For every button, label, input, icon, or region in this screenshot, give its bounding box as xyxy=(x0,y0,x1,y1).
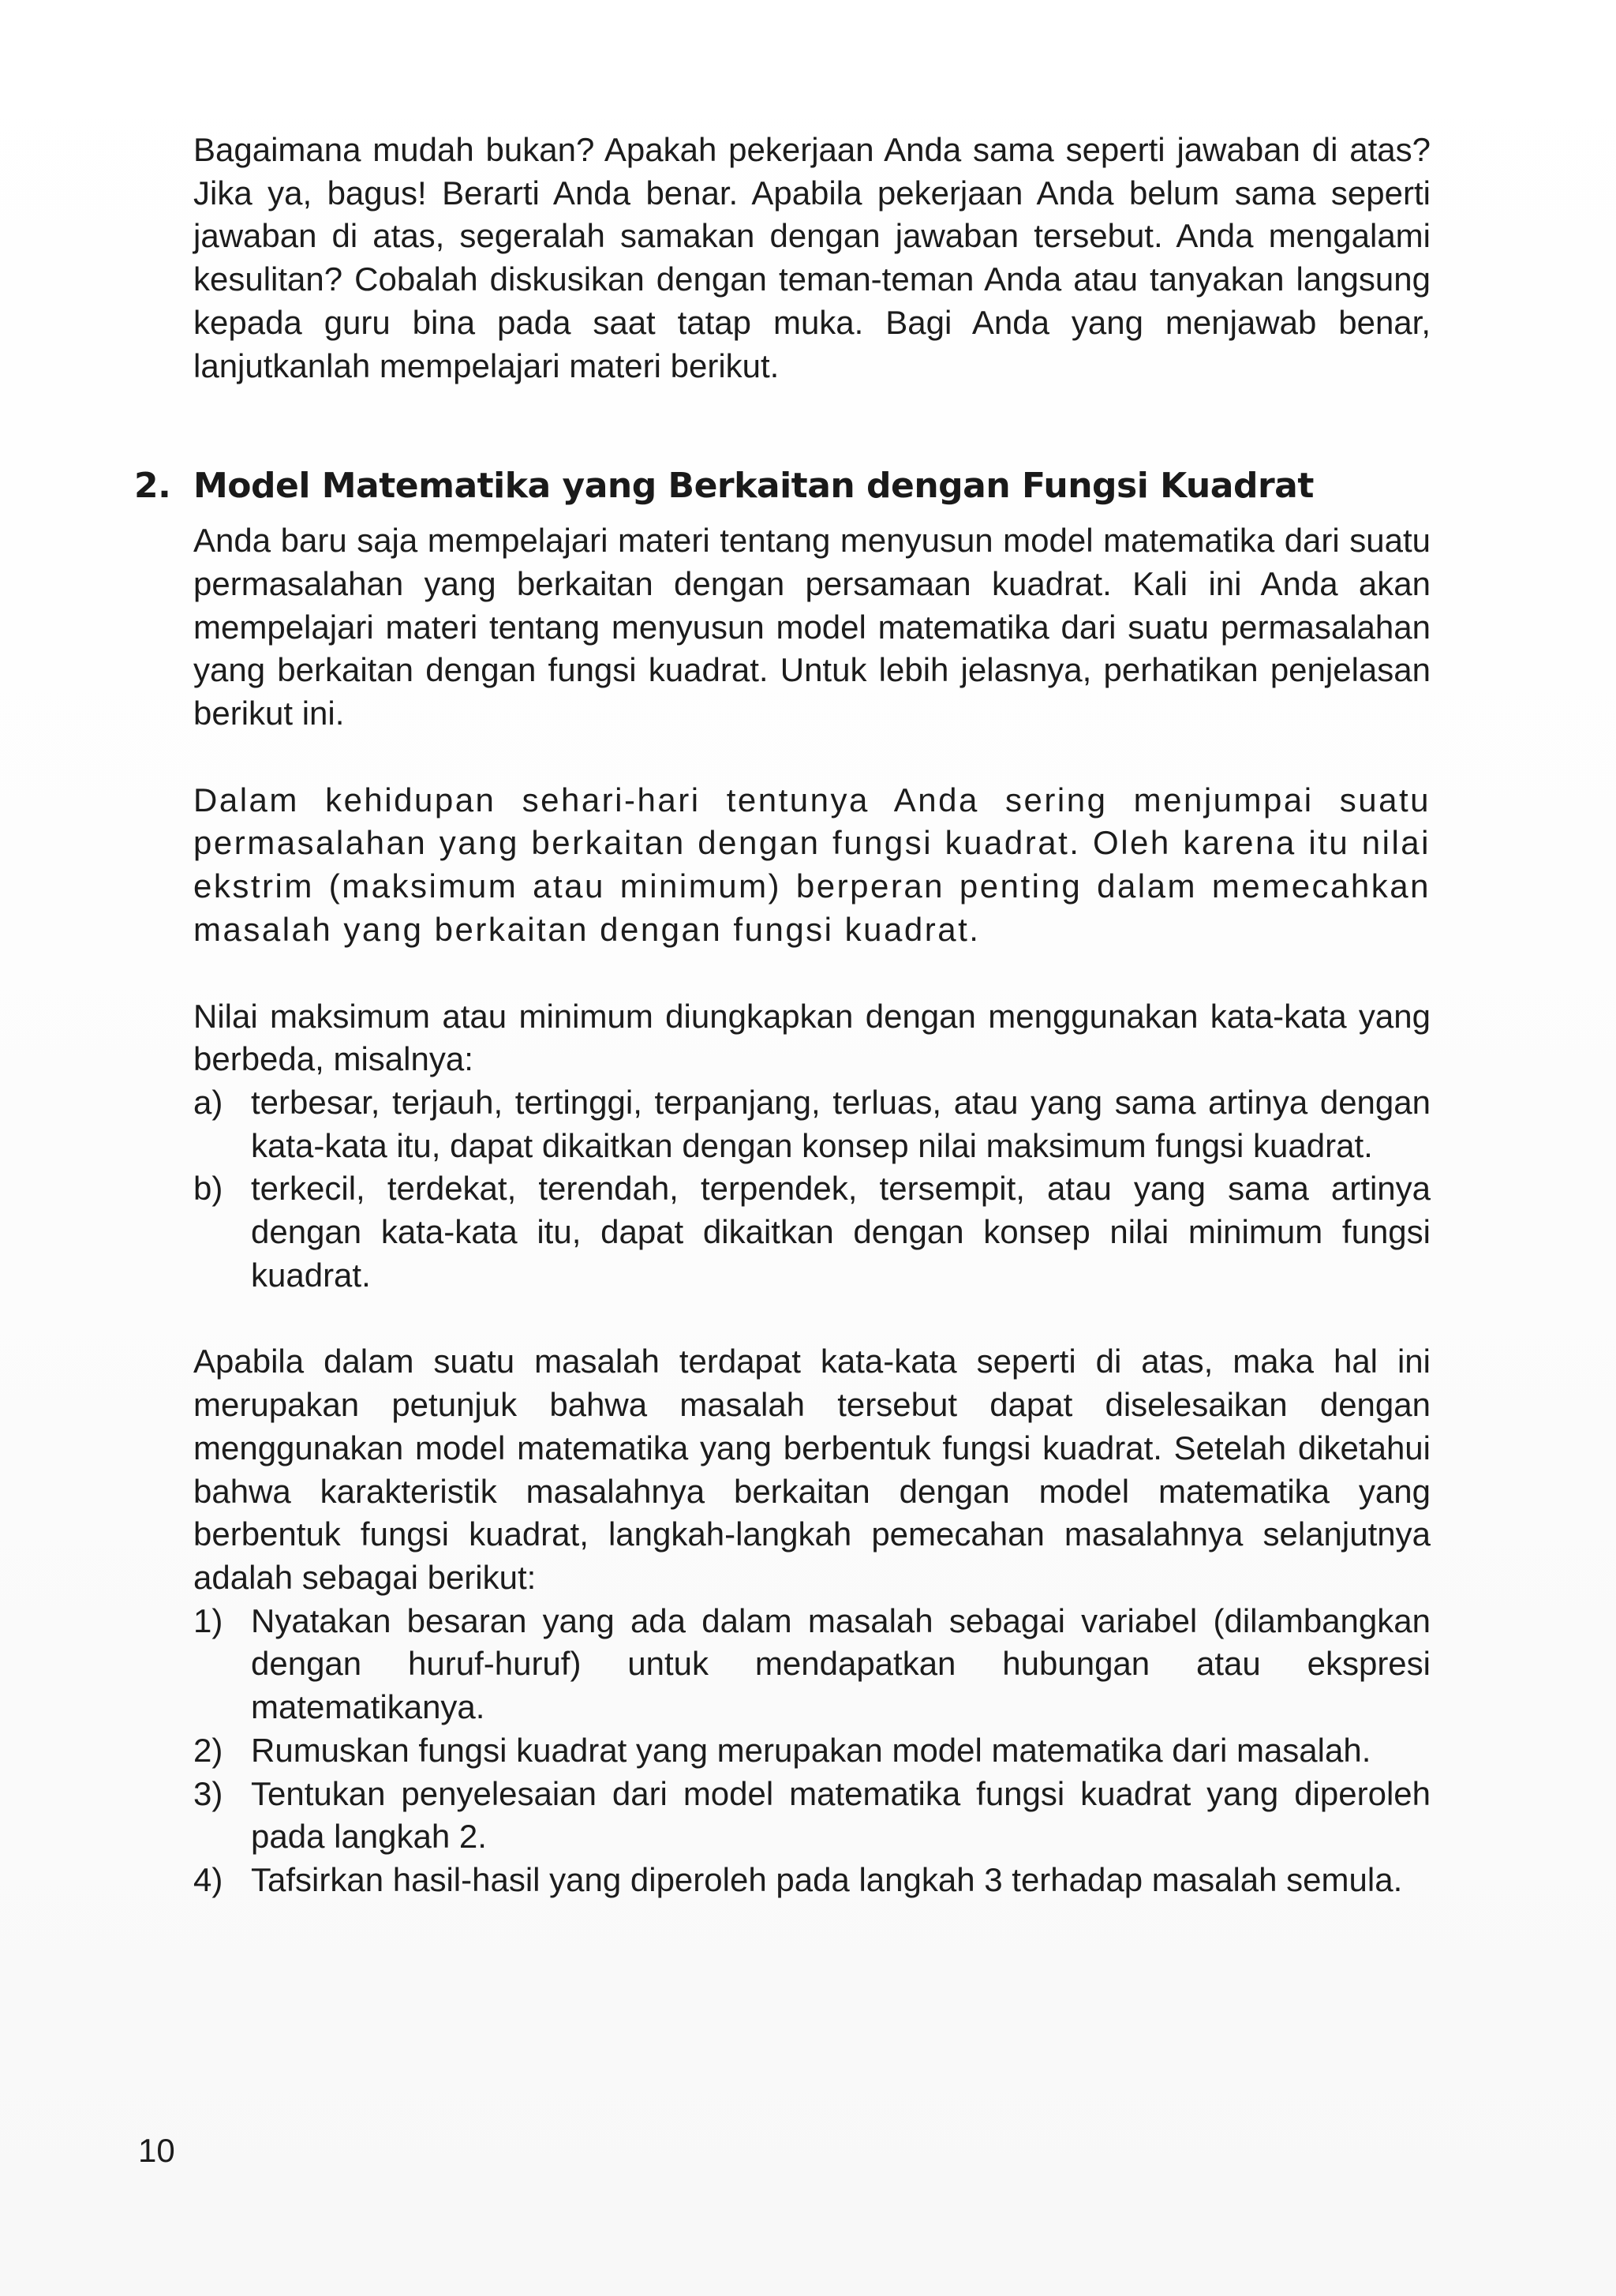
page-content xyxy=(134,129,1431,1902)
list-item xyxy=(193,1081,1431,1167)
spacer xyxy=(193,388,1431,463)
paragraph-3: Nilai maksimum atau minimum diungkapkan dengan menggunakan kata-kata yang berbeda, misalnya: xyxy=(193,997,1431,1078)
list-item xyxy=(193,1773,1431,1859)
list-marker: a) xyxy=(193,1083,223,1121)
list-item-text: terbesar, terjauh, tertinggi, terpanjang, terluas, atau yang sama artinya dengan kata-kata itu, dapat dikaitkan dengan konsep nilai maksimum fungsi kuadrat. xyxy=(251,1083,1431,1164)
list-item xyxy=(193,1600,1431,1729)
section-heading xyxy=(134,463,1431,519)
list-item xyxy=(193,1729,1431,1773)
list-item-text: terkecil, terdekat, terendah, terpendek, tersempit, atau yang sama artinya dengan kata-kata itu, dapat dikaitkan dengan konsep nilai minimum fungsi kuadrat. xyxy=(251,1170,1431,1294)
list-marker: 3) xyxy=(193,1774,223,1812)
section-number: 2. xyxy=(134,466,171,507)
list-item xyxy=(193,1859,1431,1902)
list-item xyxy=(193,1167,1431,1297)
section-title: Model Matematika yang Berkaitan dengan Fungsi Kuadrat xyxy=(193,466,1314,507)
list-item-text: Tentukan penyelesaian dari model matematika fungsi kuadrat yang diperoleh pada langkah 2. xyxy=(251,1774,1431,1856)
spacer xyxy=(193,736,1431,779)
list-marker: 2) xyxy=(193,1731,223,1769)
spacer xyxy=(193,952,1431,995)
paragraph-4: Apabila dalam suatu masalah terdapat kata-kata seperti di atas, maka hal ini merupakan petunjuk bahwa masalah tersebut dapat diselesaikan dengan menggunakan model matematika yang berbentuk fungsi kuadrat. Setelah diketahui bahwa karakteristik masalahnya berkaitan dengan model matematika yang berbentuk fungsi kuadrat, langkah-langkah pemecahan masalahnya selanjutnya adalah sebagai berikut: xyxy=(193,1343,1431,1596)
paragraph-1: Anda baru saja mempelajari materi tentang menyusun model matematika dari suatu permasalahan yang berkaitan dengan persamaan kuadrat. Kali ini Anda akan mempelajari materi tentang menyusun model matematika dari suatu permasalahan yang berkaitan dengan fungsi kuadrat. Untuk lebih jelasnya, perhatikan penjelasan berikut ini. xyxy=(193,522,1431,732)
page-number: 10 xyxy=(138,2132,175,2169)
paragraph-2: Dalam kehidupan sehari-hari tentunya Anda sering menjumpai suatu permasalahan yang berkaitan dengan fungsi kuadrat. Oleh karena itu nilai ekstrim (maksimum atau minimum) berperan penting dalam memecahkan masalah yang berkaitan dengan fungsi kuadrat. xyxy=(193,781,1431,948)
list-marker: 1) xyxy=(193,1601,223,1639)
list-item-text: Rumuskan fungsi kuadrat yang merupakan model matematika dari masalah. xyxy=(251,1731,1371,1769)
intro-paragraph: Bagaimana mudah bukan? Apakah pekerjaan Anda sama seperti jawaban di atas? Jika ya, bagus! Berarti Anda benar. Apabila pekerjaan Anda belum sama seperti jawaban di atas, segeralah samakan dengan jawaban tersebut. Anda mengalami kesulitan? Cobalah diskusikan dengan teman-teman Anda atau tanyakan langsung kepada guru bina pada saat tatap muka. Bagi Anda yang menjawab benar, lanjutkanlah mempelajari materi berikut. xyxy=(193,131,1431,384)
list-item-text: Tafsirkan hasil-hasil yang diperoleh pada langkah 3 terhadap masalah semula. xyxy=(251,1860,1403,1898)
letter-list xyxy=(193,1081,1431,1298)
list-marker: b) xyxy=(193,1170,223,1208)
spacer xyxy=(193,1297,1431,1340)
list-marker: 4) xyxy=(193,1860,223,1898)
list-item-text: Nyatakan besaran yang ada dalam masalah sebagai variabel (dilambangkan dengan huruf-huruf) untuk mendapatkan hubungan atau ekspresi matematikanya. xyxy=(251,1601,1431,1726)
steps-list xyxy=(193,1600,1431,1902)
